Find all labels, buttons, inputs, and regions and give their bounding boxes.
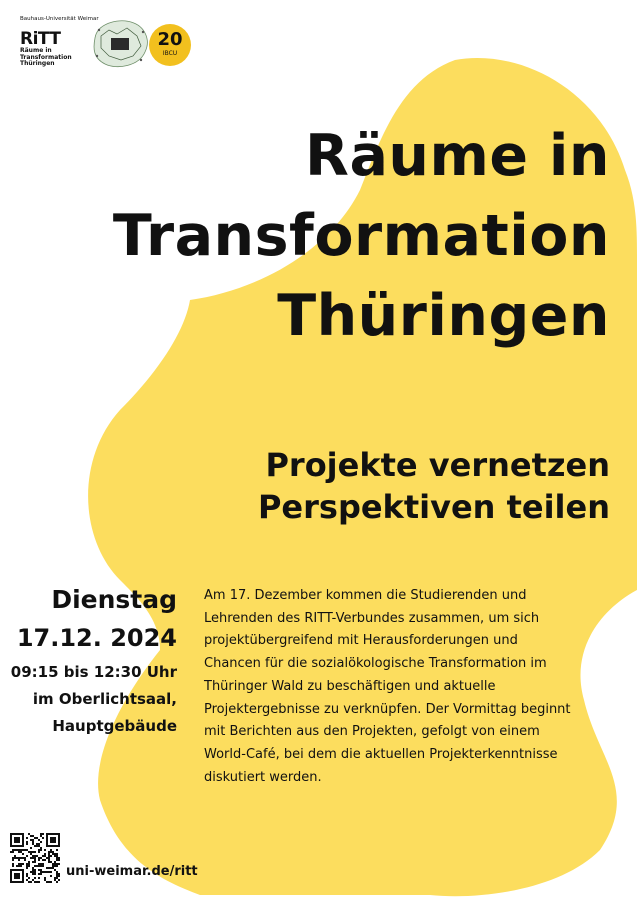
ritt-logo [20,16,99,68]
description-line: mit Berichten aus den Projekten, gefolgt von einem [204,724,540,740]
thuringia-map-logo-icon [87,16,153,72]
title-line: Thüringen [277,283,610,349]
subtitle-line: Perspektiven teilen [257,488,610,526]
event-details [11,580,177,740]
description-line: projektübergreifend mit Herausforderungen und [204,633,518,649]
title-line: Transformation [112,203,610,269]
page-title [113,116,610,356]
ritt-wordmark: RiTT [20,29,61,49]
description-line: Thüringer Wald zu beschäftigen und aktuelle [204,678,496,694]
ritt-subtitle-line: Transformation [20,53,72,61]
university-name: Bauhaus-Universität Weimar [20,16,99,22]
description-line: Projektergebnisse zu verknüpfen. Der Vormittag beginnt [204,701,571,717]
description-line: Chancen für die sozialökologische Transformation im [204,656,547,672]
event-description [204,585,614,789]
subtitle [258,444,610,528]
event-time: 09:15 bis 12:30 Uhr [10,663,177,681]
event-day: Dienstag [51,585,177,614]
event-date: 17.12. 2024 [16,624,177,652]
website-link[interactable]: uni-weimar.de/ritt [66,864,198,879]
description-line: diskutiert werden. [204,769,322,785]
subtitle-line: Projekte vernetzen [265,446,610,484]
ritt-subtitle-line: Räume in [20,47,52,54]
ritt-subtitle-line: Thüringen [20,60,55,67]
description-line: Lehrenden des RITT-Verbundes zusammen, um sich [204,610,540,626]
anniversary-number: 20 [157,29,183,50]
anniversary-badge [149,24,191,66]
event-location-line: Hauptgebäude [52,717,177,735]
qr-code-icon[interactable] [10,833,60,883]
title-line: Räume in [305,123,610,189]
description-line: World-Café, bei dem die aktuellen Projekterkenntnisse [204,746,558,762]
description-line: Am 17. Dezember kommen die Studierenden und [204,588,527,603]
anniversary-label: IBCU [162,50,178,57]
event-location-line: im Oberlichtsaal, [32,690,177,708]
